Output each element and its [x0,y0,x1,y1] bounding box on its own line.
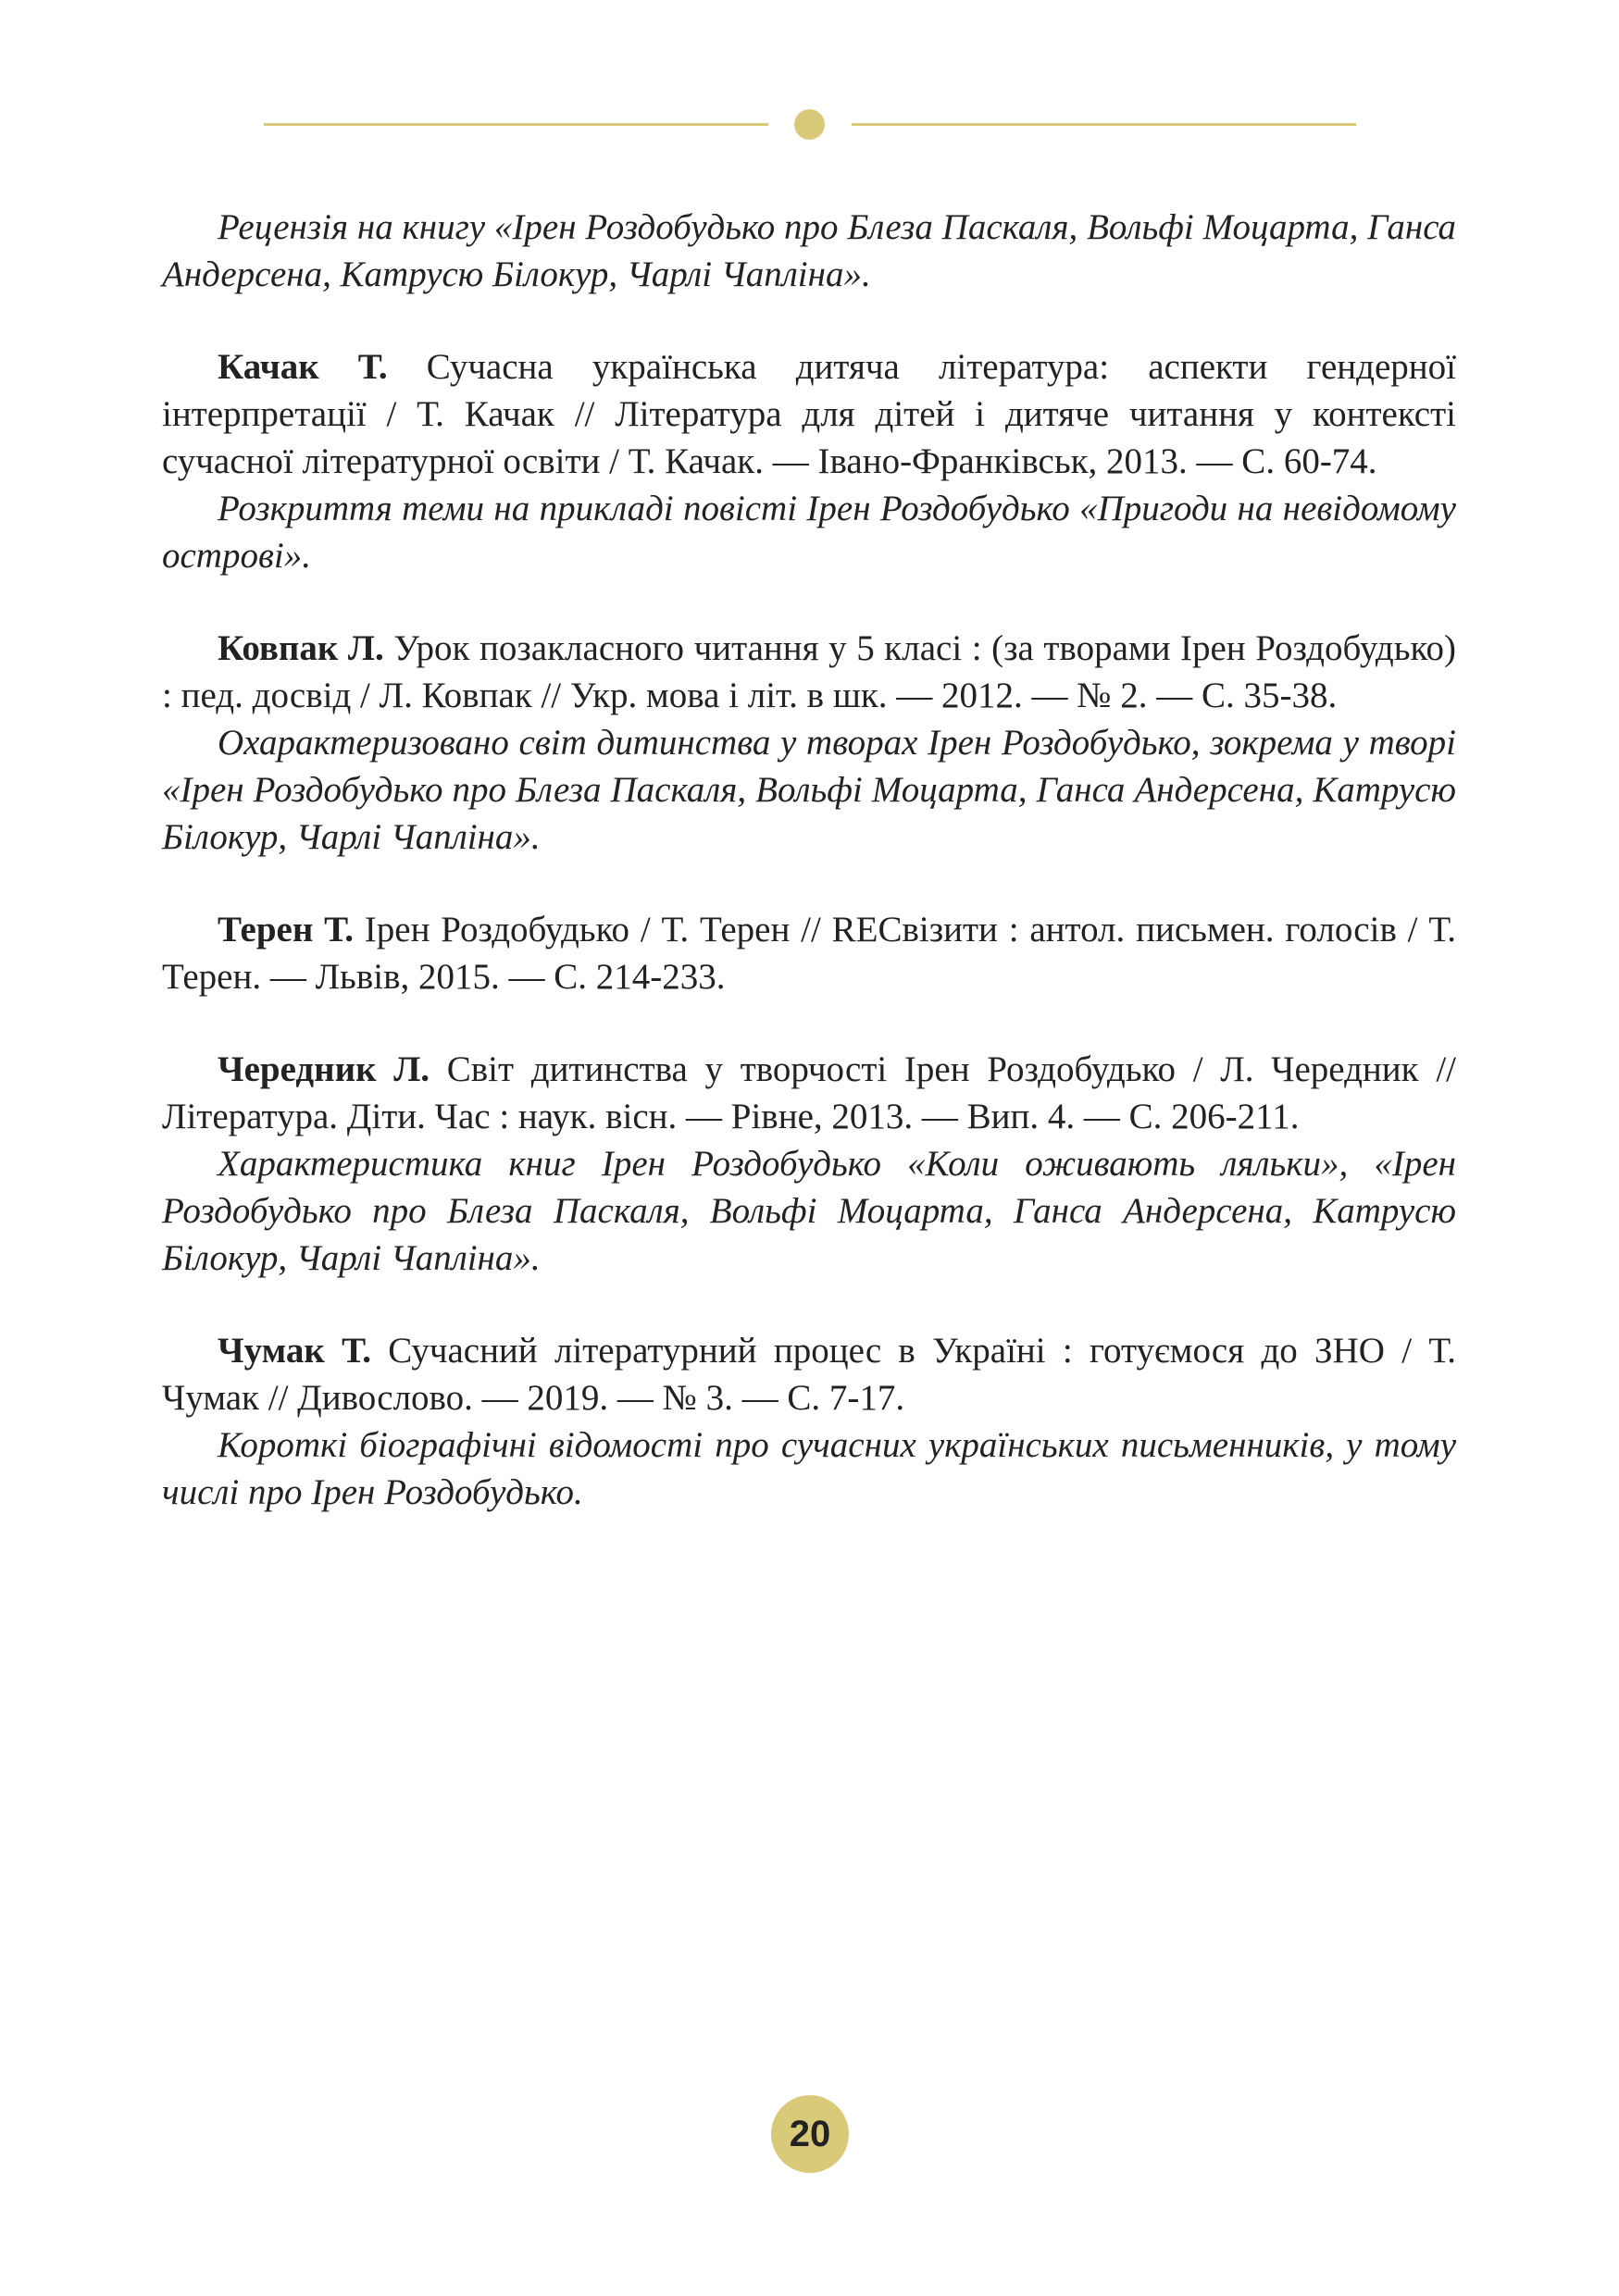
entry-citation: Ірен Роздобудько / Т. Терен // RECвізити : антол. письмен. голосів / Т. Терен. — Львів, 2015. — С. 214-233. [162,910,1456,997]
entry-citation-paragraph [162,906,1456,1000]
entry-citation: Урок позакласного читання у 5 класі : (за творами Ірен Роздобудько) : пед. досвід / Л. Ковпак // Укр. мова і літ. в шк. — 2012. — № 2. — С. 35-38. [162,628,1456,715]
ornament-line-right [852,123,1356,126]
entry-annotation: Охарактеризовано світ дитинства у творах Ірен Роздобудько, зокрема у творі «Ірен Роздобудько про Блеза Паскаля, Вольфі Моцарта, Ганса Андерсена, Катрусю Білокур, Чарлі Чапліна». [162,723,1456,857]
entry-annotation: Характеристика книг Ірен Роздобудько «Коли оживають ляльки», «Ірен Роздобудько про Блеза Паскаля, Вольфі Моцарта, Ганса Андерсена, Катрусю Білокур, Чарлі Чапліна». [162,1144,1456,1278]
entry-citation-paragraph [162,1327,1456,1421]
page-number: 20 [771,2095,849,2173]
entry-author: Чередник Л. [218,1049,430,1089]
entry-citation-paragraph [162,1046,1456,1140]
bibliography-entry [162,1046,1456,1282]
ornament-line-left [264,123,768,126]
entry-citation: Сучасна українська дитяча література: аспекти гендерної інтерпретації / Т. Качак // Література для дітей і дитяче читання у контексті сучасної літературної освіти / Т. Качак. — Івано-Франківськ, 2013. — С. 60-74. [162,347,1456,481]
bibliography-entry [162,1327,1456,1516]
ornament-dot [794,109,825,140]
entry-annotation: Короткі біографічні відомості про сучасних українських письменників, у тому числі про Ірен Роздобудько. [162,1425,1456,1512]
entry-annotation: Рецензія на книгу «Ірен Роздобудько про Блеза Паскаля, Вольфі Моцарта, Ганса Андерсена, Катрусю Білокур, Чарлі Чапліна». [162,207,1456,294]
entry-citation-paragraph [162,343,1456,485]
entry-citation: Сучасний літературний процес в Україні : готуємося до ЗНО / Т. Чумак // Дивослово. — 2019. — № 3. — С. 7-17. [162,1331,1456,1418]
entry-author: Чумак Т. [218,1331,372,1371]
bibliography-entry [162,625,1456,861]
entry-citation: Світ дитинства у творчості Ірен Роздобудько / Л. Чередник // Література. Діти. Час : наук. вісн. — Рівне, 2013. — Вип. 4. — С. 206-211. [162,1049,1456,1136]
entry-author: Терен Т. [218,910,354,949]
entry-citation-paragraph [162,625,1456,719]
bibliography-list [162,204,1456,1561]
entry-author: Качак Т. [218,347,388,387]
bibliography-entry [162,906,1456,1000]
header-ornament [264,109,1356,141]
bibliography-entry [162,204,1456,298]
bibliography-entry [162,343,1456,579]
entry-author: Ковпак Л. [218,628,384,668]
entry-annotation: Розкриття теми на прикладі повісті Ірен Роздобудько «Пригоди на невідомому острові». [162,489,1456,576]
